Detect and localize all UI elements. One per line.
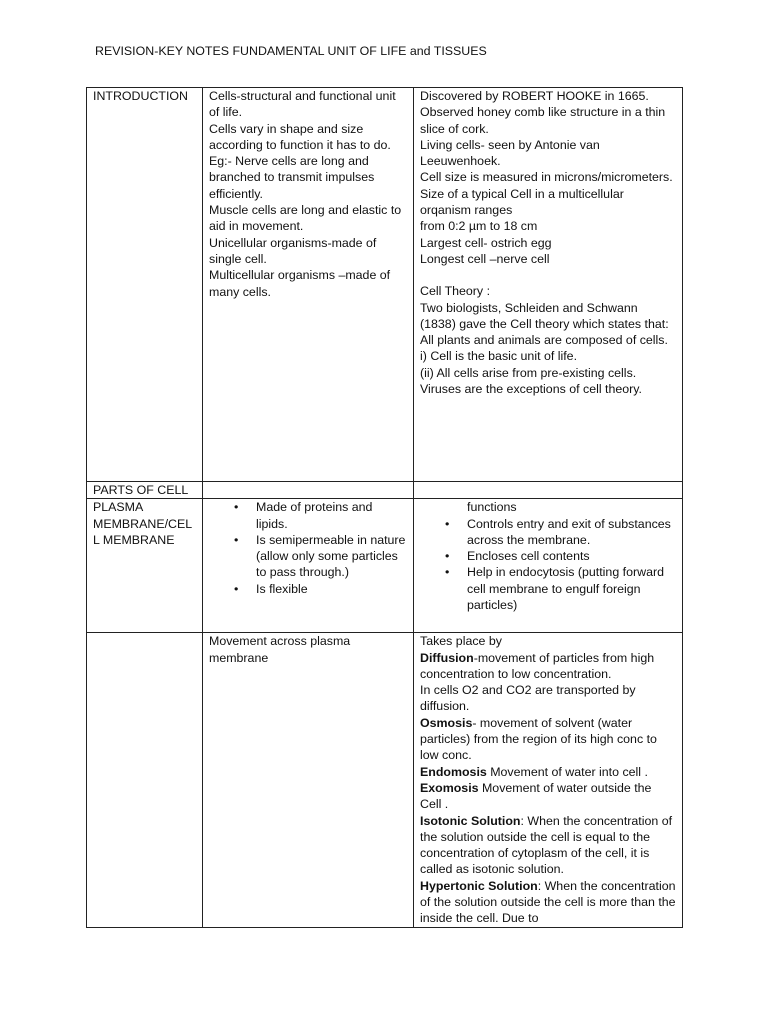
cell-theory-line: i) Cell is the basic unit of life. (420, 349, 578, 364)
list-item: • Made of proteins and lipids. (209, 499, 407, 532)
movement-item: Hypertonic Solution: When the concentration of the solution outside the cell is more than the inside the cell. Due to (420, 878, 676, 926)
list-item: • Is flexible (209, 581, 407, 597)
cell-theory-line: All plants and animals are composed of cells. (420, 333, 668, 348)
membrane-row (87, 499, 683, 633)
intro-fact-line: Observed honey comb like structure in a thin slice of cork. (420, 105, 666, 136)
document-title: REVISION-KEY NOTES FUNDAMENTAL UNIT OF LIFE and TISSUES (95, 44, 487, 58)
movement-term: Endomosis (420, 764, 487, 779)
intro-fact-line: Size of a typical Cell in a multicellular orqanism ranges (420, 186, 624, 218)
intro-fact-line: Largest cell- ostrich egg (420, 235, 552, 250)
cell-theory-line: Two biologists, Schleiden and Schwann (1838) gave the Cell theory which states that: (420, 300, 669, 331)
movement-term: Exomosis (420, 780, 479, 795)
movement-item: Isotonic Solution: When the concentration of the solution outside the cell is equal to the concentration of cytoplasm of the cell, it is called as isotonic solution. (420, 813, 673, 877)
membrane-heading-cell (87, 499, 203, 633)
movement-item: In cells O2 and CO2 are transported by diffusion. (420, 683, 636, 714)
intro-row (87, 88, 683, 482)
movement-item: Diffusion-movement of particles from high concentration to low concentration. (420, 650, 655, 681)
intro-text-line: Unicellular organisms-made of single cell. (209, 235, 377, 266)
intro-text-line: Cells-structural and functional unit of life. (209, 89, 396, 120)
intro-fact-line: Discovered by ROBERT HOOKE in 1665. (420, 89, 649, 103)
movement-intro: Takes place by (420, 634, 502, 649)
movement-col3-cell (414, 633, 683, 927)
intro-fact-line: Living cells- seen by Antonie van Leeuwenhoek. (420, 137, 600, 169)
intro-text-line: Cells vary in shape and size according to function it has to do. (209, 121, 391, 152)
movement-term: Diffusion (420, 650, 474, 665)
list-item: • Is semipermeable in nature (allow only some particles to pass through.) (209, 532, 407, 581)
functions-continuation: functions (467, 500, 517, 515)
intro-text-line: Muscle cells are long and elastic to aid in movement. (209, 203, 402, 234)
membrane-properties-list (209, 499, 407, 597)
movement-term: Osmosis (420, 715, 473, 730)
membrane-col3-cell (414, 499, 683, 633)
intro-heading-cell (87, 88, 203, 482)
cell-theory-line: Viruses are the exceptions of cell theory. (420, 382, 643, 397)
intro-fact-line: Longest cell –nerve cell (420, 251, 550, 266)
movement-term: Hypertonic Solution (420, 878, 538, 893)
empty-cell (414, 482, 683, 499)
movement-item: Endomosis Movement of water into cell . (420, 764, 648, 779)
parts-row (87, 482, 683, 499)
movement-item: Osmosis- movement of solvent (water particles) from the region of its high conc to low conc. (420, 715, 657, 763)
movement-term: Isotonic Solution (420, 813, 521, 828)
intro-text-line: Eg:- Nerve cells are long and branched to transmit impulses efficiently. (209, 154, 375, 201)
movement-row (87, 633, 683, 927)
intro-fact-line: Cell size is measured in microns/micrometers. (420, 170, 673, 185)
parts-heading: PARTS OF CELL (93, 483, 189, 497)
cell-theory-line: Cell Theory : (420, 284, 491, 299)
membrane-col2-cell (203, 499, 414, 633)
parts-heading-cell (87, 482, 203, 499)
list-item: • Help in endocytosis (putting forward cell membrane to engulf foreign particles) (420, 564, 676, 613)
intro-heading: INTRODUCTION (93, 89, 188, 103)
intro-col3-cell (414, 88, 683, 482)
empty-cell (203, 482, 414, 499)
empty-cell (87, 633, 203, 927)
cell-theory-line: (ii) All cells arise from pre-existing cells. (420, 365, 637, 380)
spacer (420, 267, 676, 283)
membrane-heading: PLASMA MEMBRANE/CEL L MEMBRANE (93, 500, 192, 547)
notes-table (86, 87, 683, 928)
intro-text-line: Multicellular organisms –made of many cells. (209, 268, 391, 299)
list-item: • Controls entry and exit of substances across the membrane. (420, 516, 676, 549)
list-item: • Encloses cell contents (420, 548, 676, 564)
movement-col2-cell (203, 633, 414, 927)
intro-fact-line: from 0:2 µm to 18 cm (420, 219, 538, 234)
membrane-functions-list (420, 516, 676, 614)
movement-item: Exomosis Movement of water outside the Cell . (420, 780, 652, 812)
movement-heading: Movement across plasma membrane (209, 634, 351, 665)
intro-col2-cell (203, 88, 414, 482)
